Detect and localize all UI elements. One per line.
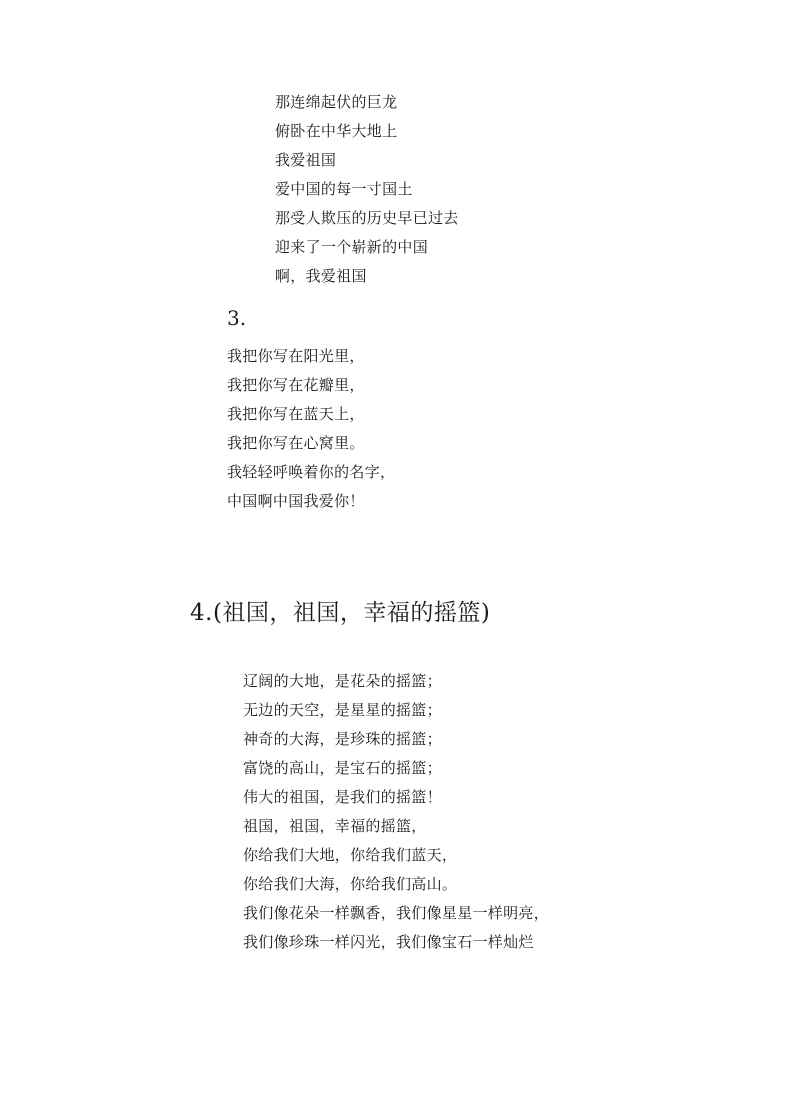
poem-line: 祖国，祖国，幸福的摇篮， — [243, 817, 427, 835]
poem-line: 那连绵起伏的巨龙 — [275, 93, 398, 111]
poem-line: 无边的天空，是星星的摇篮； — [243, 701, 442, 719]
poem-line: 爱中国的每一寸国土 — [275, 180, 413, 198]
poem-line: 富饶的高山，是宝石的摇篮； — [243, 759, 442, 777]
poem-line: 我们像花朵一样飘香，我们像星星一样明亮， — [243, 904, 550, 922]
poem-stanza-fragment — [275, 91, 459, 294]
poem-line: 伟大的祖国，是我们的摇篮！ — [243, 788, 442, 806]
poem-line: 我把你写在阳光里， — [227, 347, 365, 365]
poem-line: 中国啊中国我爱你！ — [227, 492, 365, 510]
poem-line: 我把你写在心窝里。 — [227, 434, 365, 452]
poem-stanza-section-4 — [243, 670, 549, 960]
poem-line: 辽阔的大地，是花朵的摇篮； — [243, 672, 442, 690]
section-4-heading: 4.(祖国，祖国，幸福的摇篮) — [190, 600, 491, 626]
poem-line: 我爱祖国 — [275, 151, 337, 169]
poem-line: 我把你写在花瓣里， — [227, 376, 365, 394]
poem-line: 我轻轻呼唤着你的名字， — [227, 463, 396, 481]
poem-line: 迎来了一个崭新的中国 — [275, 238, 429, 256]
poem-line: 我们像珍珠一样闪光，我们像宝石一样灿烂 — [243, 933, 534, 951]
poem-line: 你给我们大海，你给我们高山。 — [243, 875, 458, 893]
poem-stanza-section-3 — [227, 345, 395, 519]
poem-line: 我把你写在蓝天上， — [227, 405, 365, 423]
poem-line: 你给我们大地，你给我们蓝天， — [243, 846, 458, 864]
section-3-heading: 3. — [227, 306, 247, 330]
poem-line: 神奇的大海，是珍珠的摇篮； — [243, 730, 442, 748]
poem-line: 啊，我爱祖国 — [275, 267, 367, 285]
poem-line: 俯卧在中华大地上 — [275, 122, 398, 140]
poem-line: 那受人欺压的历史早已过去 — [275, 209, 459, 227]
